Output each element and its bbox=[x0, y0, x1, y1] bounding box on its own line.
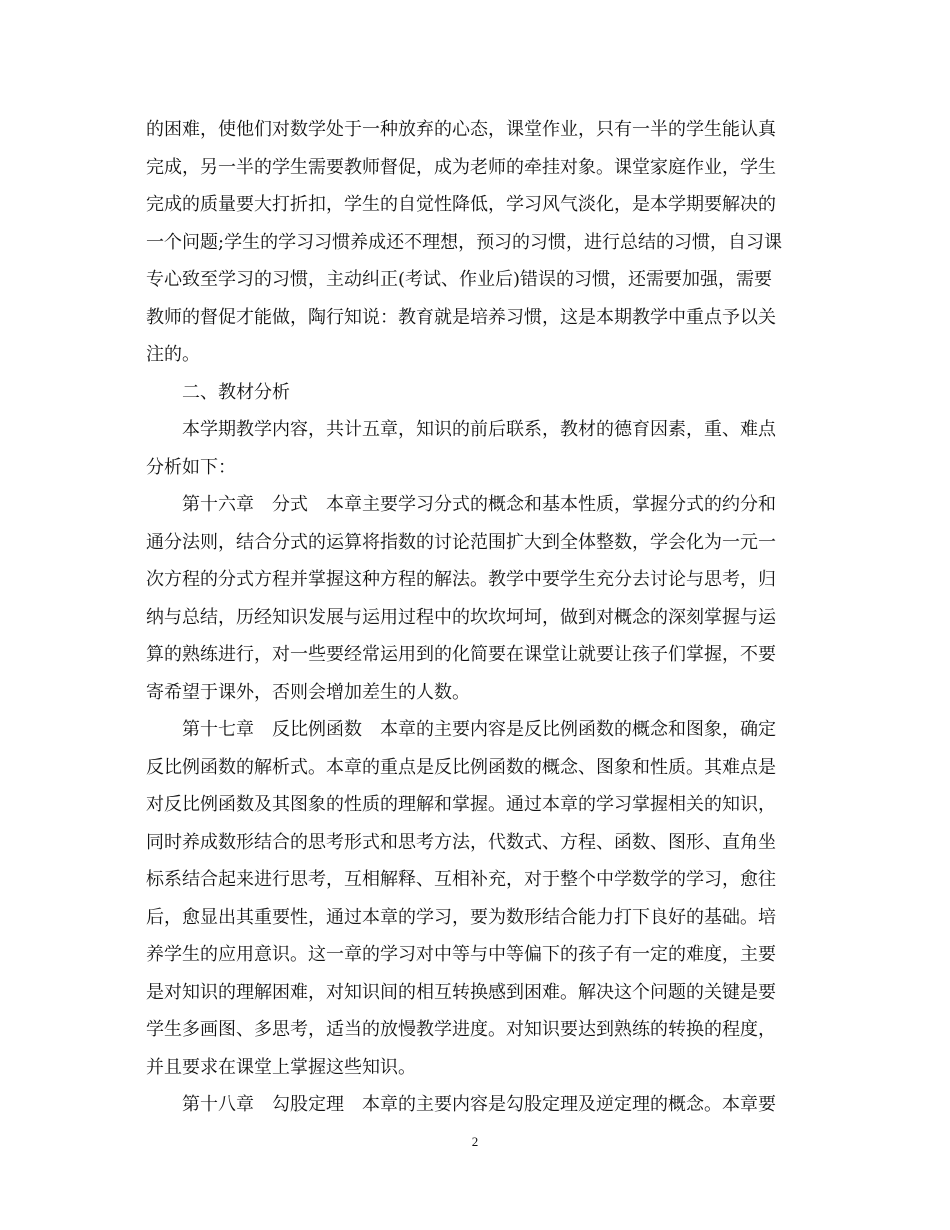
text-line: 是对知识的理解困难，对知识间的相互转换感到困难。解决这个问题的关键是要 bbox=[146, 981, 776, 1003]
text-line: 完成的质量要大打折扣，学生的自觉性降低，学习风气淡化，是本学期要解决的 bbox=[146, 194, 776, 215]
text-line: 标系结合起来进行思考，互相解释、互相补充，对于整个中学数学的学习，愈往 bbox=[146, 869, 776, 890]
text-line: 后，愈显出其重要性，通过本章的学习，要为数形结合能力打下良好的基础。培 bbox=[146, 906, 776, 928]
text-line: 本学期教学内容，共计五章，知识的前后联系，教材的德育因素，重、难点 bbox=[146, 419, 776, 440]
text-line: 分析如下： bbox=[146, 456, 236, 478]
text-line: 第十七章 反比例函数 本章的主要内容是反比例函数的概念和图象，确定 bbox=[146, 719, 776, 740]
text-line: 寄希望于课外，否则会增加差生的人数。 bbox=[146, 681, 470, 703]
text-line: 同时养成数形结合的思考形式和思考方法，代数式、方程、函数、图形、直角坐 bbox=[146, 831, 776, 853]
text-line: 第十六章 分式 本章主要学习分式的概念和基本性质，掌握分式的约分和 bbox=[146, 494, 776, 515]
text-line: 并且要求在课堂上掌握这些知识。 bbox=[146, 1056, 416, 1078]
page-number: 2 bbox=[471, 1134, 479, 1149]
text-line: 反比例函数的解析式。本章的重点是反比例函数的概念、图象和性质。其难点是 bbox=[146, 756, 776, 778]
text-line: 的困难，使他们对数学处于一种放弃的心态，课堂作业，只有一半的学生能认真 bbox=[146, 119, 776, 140]
section-heading: 二、教材分析 bbox=[146, 381, 290, 403]
text-line: 第十八章 勾股定理 本章的主要内容是勾股定理及逆定理的概念。本章要 bbox=[146, 1094, 776, 1115]
text-line: 次方程的分式方程并掌握这种方程的解法。教学中要学生充分去讨论与思考，归 bbox=[146, 569, 776, 590]
text-line: 算的熟练进行，对一些要经常运用到的化简要在课堂让就要让孩子们掌握，不要 bbox=[146, 644, 776, 665]
text-line: 专心致至学习的习惯，主动纠正(考试、作业后)错误的习惯，还需要加强，需要 bbox=[146, 269, 773, 290]
body-text bbox=[146, 111, 806, 1124]
text-line: 教师的督促才能做，陶行知说：教育就是培养习惯，这是本期教学中重点予以关 bbox=[146, 306, 776, 328]
text-line: 完成，另一半的学生需要教师督促，成为老师的牵挂对象。课堂家庭作业，学生 bbox=[146, 156, 776, 178]
text-line: 一个问题;学生的学习习惯养成还不理想，预习的习惯，进行总结的习惯，自习课 bbox=[146, 231, 783, 253]
text-line: 学生多画图、多思考，适当的放慢教学进度。对知识要达到熟练的转换的程度， bbox=[146, 1019, 776, 1040]
text-line: 纳与总结，历经知识发展与运用过程中的坎坎坷坷，做到对概念的深刻掌握与运 bbox=[146, 606, 776, 628]
text-line: 对反比例函数及其图象的性质的理解和掌握。通过本章的学习掌握相关的知识， bbox=[146, 794, 776, 815]
text-line: 通分法则，结合分式的运算将指数的讨论范围扩大到全体整数，学会化为一元一 bbox=[146, 531, 776, 553]
text-line: 养学生的应用意识。这一章的学习对中等与中等偏下的孩子有一定的难度，主要 bbox=[146, 944, 776, 965]
text-line: 注的。 bbox=[146, 344, 200, 365]
